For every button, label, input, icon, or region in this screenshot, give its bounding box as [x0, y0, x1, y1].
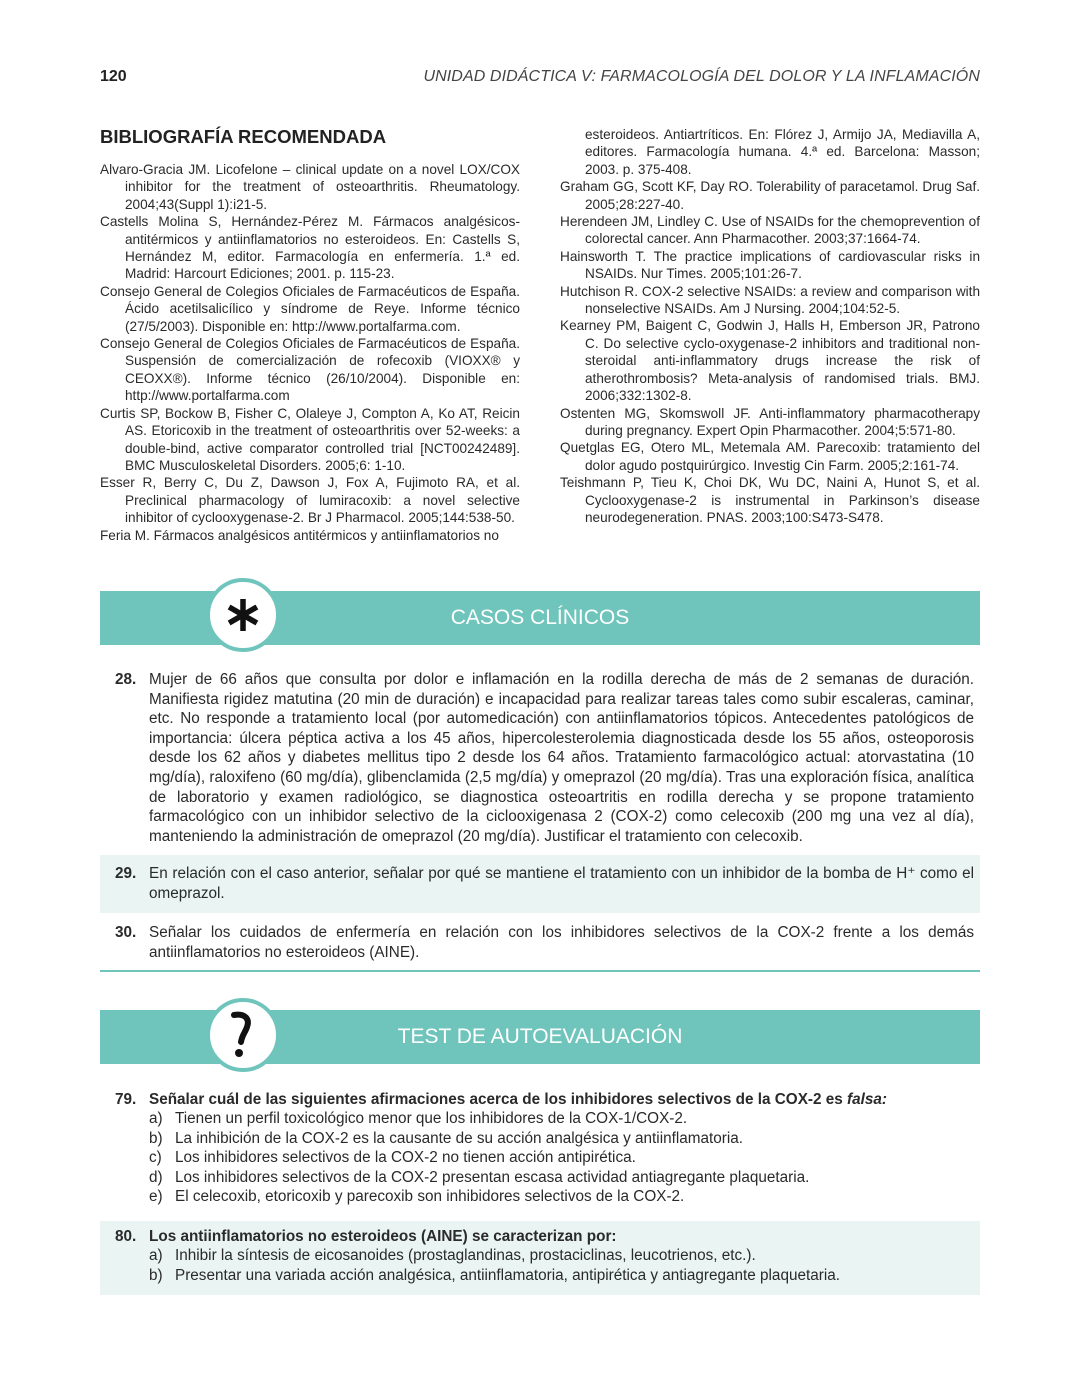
answer-option[interactable] — [149, 1266, 980, 1285]
case-item — [100, 914, 980, 972]
option-letter: a) — [149, 1110, 163, 1128]
reference-item: Esser R, Berry C, Du Z, Dawson J, Fox A, Fujimoto RA, et al. Preclinical pharmacology of lumiracoxib: a novel selective inhibitor of cyclooxygenase-2. Br J Pharmacol. 2005;144:538-50. — [100, 475, 520, 526]
reference-item: Ostenten MG, Skomswoll JF. Anti-inflammatory pharmacotherapy during pregnancy. Expert Opin Pharmacother. 2004;5:571-80. — [560, 405, 980, 438]
test-autoevaluacion-title: TEST DE AUTOEVALUACIÓN — [397, 1025, 683, 1048]
answer-option[interactable] — [149, 1148, 980, 1167]
option-text: La inhibición de la COX-2 es la causante de su acción analgésica y antiinflamatoria. — [175, 1129, 744, 1147]
test-question — [100, 1221, 980, 1295]
question-stem — [100, 1227, 980, 1246]
option-text: Inhibir la síntesis de eicosanoides (prostaglandinas, prostaciclinas, leucotrienos, etc.). — [175, 1247, 756, 1265]
answer-option[interactable] — [149, 1168, 980, 1187]
case-text: Mujer de 66 años que consulta por dolor e inflamación en la rodilla derecha de más de 2 semanas de duración. Manifiesta rigidez matutina (20 min de duración) e incapacidad para realizar tareas tales como subir escaleras, caminar, etc. No responde a tratamiento local (por automedicación) con antiinflamatorios tópicos. Antecedentes patológicos de importancia: úlcera péptica activa a los 45 años, hipercolesterolemia diagnosticada desde los 55 años, osteoporosis desde los 62 años y diabetes mellitus tipo 2 desde los 64 años. Tratamiento farmacológico actual: atorvastatina (10 mg/día), raloxifeno (60 mg/día), glibenclamida (2,5 mg/día) y omeprazol (20 mg/día). Tras una exploración física, analítica de laboratorio y examen radiológico, se diagnostica osteoartritis en rodilla derecha y se propone tratamiento farmacológico con un inhibidor selectivo de la ciclooxigenasa 2 (COX-2) como celecoxib (200 mg una vez al día), manteniendo la administración de omeprazol (20 mg/día). Justificar el tratamiento con celecoxib. — [149, 671, 974, 845]
bibliography-left-column — [100, 161, 520, 544]
reference-item: Curtis SP, Bockow B, Fisher C, Olaleye J, Compton A, Ko AT, Reicin AS. Etoricoxib in the treatment of osteoarthritis over 52-weeks: a double-bind, active comparator controlled trial [NCT00242489]. BMC Musculoskeletal Disorders. 2005;6: 1-10. — [100, 405, 520, 473]
case-number: 30. — [115, 924, 137, 941]
page-number: 120 — [100, 68, 127, 85]
casos-clinicos-title: CASOS CLÍNICOS — [450, 606, 630, 629]
reference-item: Castells Molina S, Hernández-Pérez M. Fármacos analgésicos-antitérmicos y antiinflamatorios no esteroideos. En: Castells S, Hernández M, editor. Farmacología en enfermería. 1.ª ed. Madrid: Harcourt Ediciones; 2001. p. 115-23. — [100, 214, 520, 282]
reference-item: Hainsworth T. The practice implications of cardiovascular risks in NSAIDs. Nur Times. 2005;101:26-7. — [560, 248, 980, 282]
test-question — [100, 1090, 980, 1206]
exclamation-icon — [206, 998, 280, 1072]
reference-item: Quetglas EG, Otero ML, Metemala AM. Parecoxib: tratamiento del dolor agudo postquirúrgico. Investig Cin Farm. 2005;2:161-74. — [560, 440, 980, 473]
option-letter: d) — [149, 1168, 163, 1186]
reference-item: Consejo General de Colegios Oficiales de Farmacéuticos de España. Suspensión de comercialización de rofecoxib (VIOXX® y CEOXX®). Informe técnico (26/10/2004). Disponible en: http://www.portalfarma.com — [100, 336, 520, 404]
answer-option[interactable] — [149, 1187, 980, 1206]
question-stem — [100, 1090, 980, 1109]
bibliography-title: BIBLIOGRAFÍA RECOMENDADA — [100, 126, 387, 147]
reference-item: Hutchison R. COX-2 selective NSAIDs: a review and comparison with nonselective NSAIDs. Am J Nursing. 2004;104:52-5. — [560, 283, 980, 317]
question-number: 79. — [115, 1091, 137, 1108]
option-text: Tienen un perfil toxicológico menor que los inhibidores de la COX-1/COX-2. — [175, 1110, 688, 1128]
answer-option[interactable] — [149, 1129, 980, 1148]
answer-option[interactable] — [149, 1246, 980, 1265]
reference-item: Kearney PM, Baigent C, Godwin J, Halls H, Emberson JR, Patrono C. Do selective cyclo-oxygenase-2 inhibitors and traditional non-steroidal anti-inflammatory drugs increase the risk of atherothrombosis? Meta-analysis of randomised trials. BMJ. 2006;332:1302-8. — [560, 318, 980, 404]
option-letter: b) — [149, 1129, 163, 1147]
reference-item: Consejo General de Colegios Oficiales de Farmacéuticos de España. Ácido acetilsalicílico y síndrome de Reye. Informe técnico (27/5/2003). Disponible en: http://www.portalfarma.com. — [100, 283, 520, 334]
case-number: 29. — [115, 865, 137, 882]
case-text: En relación con el caso anterior, señalar por qué se mantiene el tratamiento con un inhibidor de la bomba de H⁺ como el omeprazol. — [149, 865, 974, 902]
reference-item: Teishmann P, Tieu K, Choi DK, Wu DC, Naini A, Hunot S, et al. Cyclooxygenase-2 is instrumental in Parkinson’s disease neurodegeneration. PNAS. 2003;100:S473-S478. — [560, 475, 980, 525]
reference-item: Herendeen JM, Lindley C. Use of NSAIDs for the chemoprevention of colorectal cancer. Ann Pharmacother. 2003;37:1664-74. — [560, 214, 980, 247]
question-stem-text: Los antiinflamatorios no esteroideos (AINE) se caracterizan por: — [149, 1228, 617, 1245]
case-item — [100, 855, 980, 913]
case-text: Señalar los cuidados de enfermería en relación con los inhibidores selectivos de la COX-2 frente a los demás antiinflamatorios no esteroideos (AINE). — [149, 924, 974, 961]
answer-option[interactable] — [149, 1109, 980, 1128]
option-text: Los inhibidores selectivos de la COX-2 presentan escasa actividad antiagregante plaquetaria. — [175, 1168, 810, 1186]
reference-item: Feria M. Fármacos analgésicos antitérmicos y antiinflamatorios no — [100, 527, 499, 543]
question-stem-emphasis: falsa: — [847, 1091, 887, 1108]
question-stem-text: Señalar cuál de las siguientes afirmaciones acerca de los inhibidores selectivos de la COX-2 es — [149, 1091, 848, 1108]
option-letter: b) — [149, 1266, 163, 1284]
reference-item: Graham GG, Scott KF, Day RO. Tolerability of paracetamol. Drug Saf. 2005;28:227-40. — [560, 179, 980, 212]
option-text: Los inhibidores selectivos de la COX-2 no tienen acción antipirética. — [175, 1149, 636, 1167]
reference-item-continued: esteroideos. Antiartríticos. En: Flórez J, Armijo JA, Mediavilla A, editores. Farmacología humana. 4.ª ed. Barcelona: Masson; 2003. p. 375-408. — [585, 127, 980, 177]
option-text: Presentar una variada acción analgésica, antiinflamatoria, antipirética y antiagregante plaquetaria. — [175, 1266, 840, 1284]
case-item — [100, 670, 980, 846]
reference-item: Alvaro-Gracia JM. Licofelone – clinical update on a novel LOX/COX inhibitor for the treatment of osteoarthritis. Rheumatology. 2004;43(Suppl 1):i21-5. — [100, 162, 520, 212]
option-letter: a) — [149, 1247, 163, 1265]
running-header: UNIDAD DIDÁCTICA V: FARMACOLOGÍA DEL DOLOR Y LA INFLAMACIÓN — [423, 68, 980, 85]
case-number: 28. — [115, 671, 137, 688]
option-letter: e) — [149, 1188, 163, 1206]
question-number: 80. — [115, 1228, 137, 1245]
option-letter: c) — [149, 1149, 162, 1167]
bibliography-right-column — [560, 126, 980, 526]
option-text: El celecoxib, etoricoxib y parecoxib son inhibidores selectivos de la COX-2. — [175, 1188, 685, 1206]
asterisk-icon — [206, 578, 280, 652]
